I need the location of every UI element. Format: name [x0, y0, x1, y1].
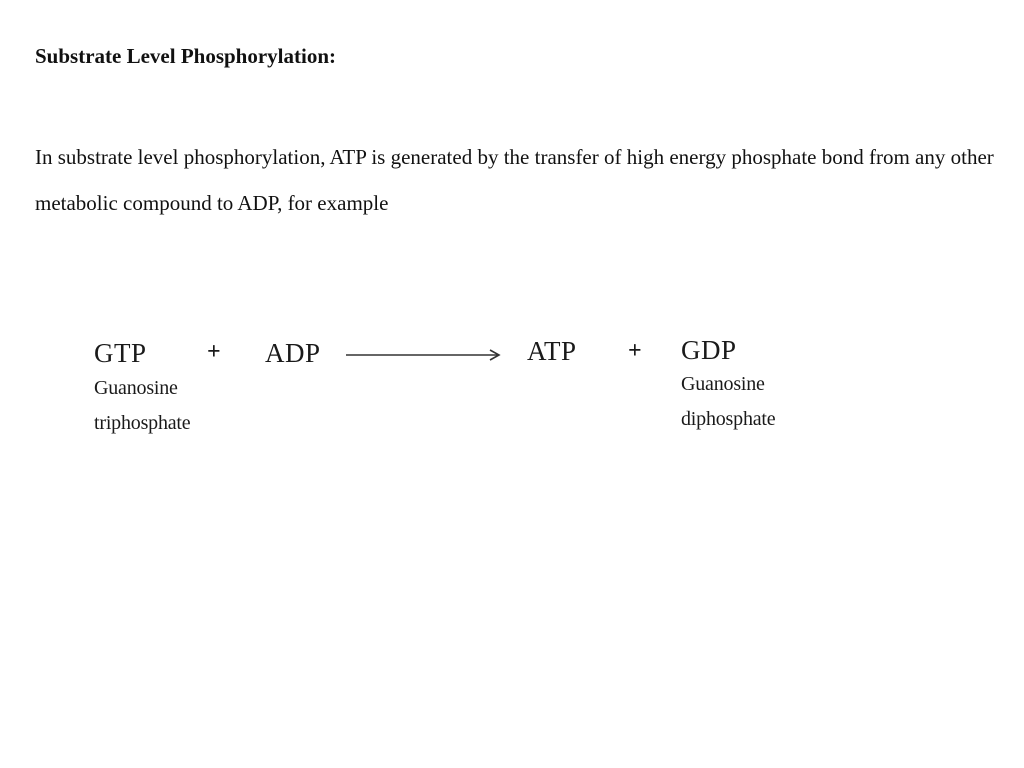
product-atp-formula: ATP	[527, 336, 577, 366]
reaction-arrow-icon	[344, 345, 504, 365]
reactant-gtp-formula: GTP	[94, 338, 147, 368]
reactant-adp-formula: ADP	[265, 338, 321, 368]
reactant-gtp-name-line1: Guanosine	[94, 377, 178, 399]
product-gdp-formula: GDP	[681, 335, 737, 365]
product-gdp-name-line1: Guanosine	[681, 373, 765, 395]
slide-title: Substrate Level Phosphorylation:	[35, 44, 337, 68]
plus-sign-right: +	[628, 338, 642, 364]
reactant-gtp-name-line2: triphosphate	[94, 412, 191, 434]
body-paragraph: In substrate level phosphorylation, ATP is generated by the transfer of high energy phosphate bond from any other metabolic compound to ADP, for example	[35, 145, 994, 215]
plus-sign-left: +	[207, 339, 221, 365]
product-gdp-name-line2: diphosphate	[681, 408, 776, 430]
